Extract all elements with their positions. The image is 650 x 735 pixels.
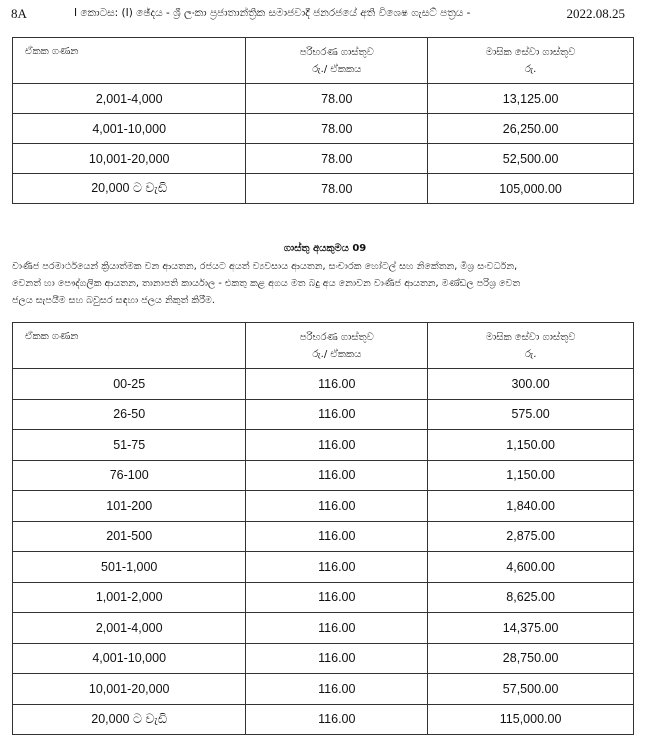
table-row: [13, 174, 634, 204]
gazette-date: 2022.08.25: [566, 6, 625, 21]
service-cell: 115,000.00: [428, 704, 634, 735]
description-line-1: වාණිජ පරමාර්ථයෙන් ක්‍රියාත්මක වන ආයතන, රජයට අයත් ව්‍යවසාය ආයතන, සංචාරක හෝටල් සහ නිකේතන, මිශ්‍ර සංවර්ධන,: [12, 261, 518, 272]
usage-cell: 116.00: [246, 430, 428, 461]
service-cell: 26,250.00: [428, 114, 634, 144]
units-cell: 201-500: [13, 521, 246, 552]
table-row: [13, 613, 634, 644]
usage-cell: 78.00: [246, 174, 428, 204]
usage-cell: 116.00: [246, 674, 428, 705]
table-header-row: [13, 323, 634, 369]
schedule-title: ගාස්තු අයකුමය 09: [283, 243, 367, 254]
units-cell: 51-75: [13, 430, 246, 461]
table-row: [13, 460, 634, 491]
service-cell: 13,125.00: [428, 84, 634, 114]
usage-cell: 116.00: [246, 552, 428, 583]
service-charge-header: [428, 323, 634, 369]
service-cell: 52,500.00: [428, 144, 634, 174]
units-cell: 2,001-4,000: [13, 84, 246, 114]
service-cell: 14,375.00: [428, 613, 634, 644]
usage-charge-header: [246, 323, 428, 369]
service-cell: 8,625.00: [428, 582, 634, 613]
usage-cell: 78.00: [246, 84, 428, 114]
table-row: [13, 430, 634, 461]
gazette-title: I කොටස: (I) ඡේදය - ශ්‍රී ලංකා ප්‍රජාතාන්ත්‍රික සමාජවාදී ජනරජයේ අති විශෙෂ ගැසට් පත්‍රය -: [74, 7, 471, 19]
units-cell: 4,001-10,000: [13, 114, 246, 144]
table-row: [13, 369, 634, 400]
usage-cell: 116.00: [246, 521, 428, 552]
table-row: [13, 84, 634, 114]
usage-cell: 116.00: [246, 460, 428, 491]
service-cell: 1,150.00: [428, 430, 634, 461]
units-cell: 20,000 ට වැඩි: [13, 174, 246, 204]
usage-cell: 116.00: [246, 491, 428, 522]
service-charge-header: [428, 38, 634, 84]
usage-cell: 116.00: [246, 582, 428, 613]
table-row: [13, 552, 634, 583]
service-cell: 57,500.00: [428, 674, 634, 705]
usage-charge-header: [246, 38, 428, 84]
service-charge-header-line-1: මාසික සේවා ගාස්තුව: [485, 331, 576, 343]
usage-cell: 116.00: [246, 399, 428, 430]
units-header: ඒකක ගණන: [13, 38, 246, 84]
units-cell: 4,001-10,000: [13, 643, 246, 674]
usage-charge-header-line-1: පරිභරණ ගාස්තුව: [299, 331, 374, 343]
usage-charge-header-line-2: රු./ ඒකකය: [312, 348, 362, 360]
units-cell: 101-200: [13, 491, 246, 522]
table-row: [13, 674, 634, 705]
units-header: ඒකක ගණන: [13, 323, 246, 369]
units-cell: 10,001-20,000: [13, 144, 246, 174]
usage-cell: 116.00: [246, 613, 428, 644]
usage-cell: 78.00: [246, 144, 428, 174]
table-row: [13, 491, 634, 522]
service-cell: 28,750.00: [428, 643, 634, 674]
units-cell: 76-100: [13, 460, 246, 491]
usage-cell: 116.00: [246, 369, 428, 400]
service-charge-header-line-1: මාසික සේවා ගාස්තුව: [485, 46, 576, 58]
tariff-table-2: [12, 322, 634, 735]
tariff-table-1: [12, 37, 634, 204]
table-row: [13, 582, 634, 613]
usage-charge-header-line-1: පරිභරණ ගාස්තුව: [299, 46, 374, 58]
usage-cell: 78.00: [246, 114, 428, 144]
units-cell: 1,001-2,000: [13, 582, 246, 613]
units-cell: 10,001-20,000: [13, 674, 246, 705]
service-cell: 4,600.00: [428, 552, 634, 583]
table-row: [13, 114, 634, 144]
page-number: 8A: [11, 6, 27, 21]
page-header: [11, 5, 639, 25]
table-row: [13, 643, 634, 674]
units-cell: 00-25: [13, 369, 246, 400]
service-cell: 105,000.00: [428, 174, 634, 204]
usage-cell: 116.00: [246, 643, 428, 674]
service-charge-header-line-2: රු.: [524, 348, 537, 360]
schedule-description: [12, 258, 640, 309]
service-cell: 1,840.00: [428, 491, 634, 522]
table-row: [13, 521, 634, 552]
table-header-row: [13, 38, 634, 84]
units-cell: 2,001-4,000: [13, 613, 246, 644]
service-cell: 1,150.00: [428, 460, 634, 491]
service-cell: 575.00: [428, 399, 634, 430]
table-row: [13, 704, 634, 735]
description-line-2: වෙනත් හා පෞද්ගලික ආයතන, තානාපති කාර්යාල - එකතු කළ අගය මත බදු අය නොවන වාණිජ ආයතන, මණ්ඩල පරිශ්‍ර වෙත: [12, 278, 521, 289]
service-cell: 300.00: [428, 369, 634, 400]
table-row: [13, 144, 634, 174]
description-line-3: ජලය සැපයීම සහ බවුසර සඳහා ජලය නිකුත් කිරීම.: [12, 295, 215, 306]
service-charge-header-line-2: රු.: [524, 63, 537, 75]
units-cell: 501-1,000: [13, 552, 246, 583]
usage-charge-header-line-2: රු./ ඒකකය: [312, 63, 362, 75]
units-cell: 20,000 ට වැඩි: [13, 704, 246, 735]
units-cell: 26-50: [13, 399, 246, 430]
usage-cell: 116.00: [246, 704, 428, 735]
service-cell: 2,875.00: [428, 521, 634, 552]
table-row: [13, 399, 634, 430]
